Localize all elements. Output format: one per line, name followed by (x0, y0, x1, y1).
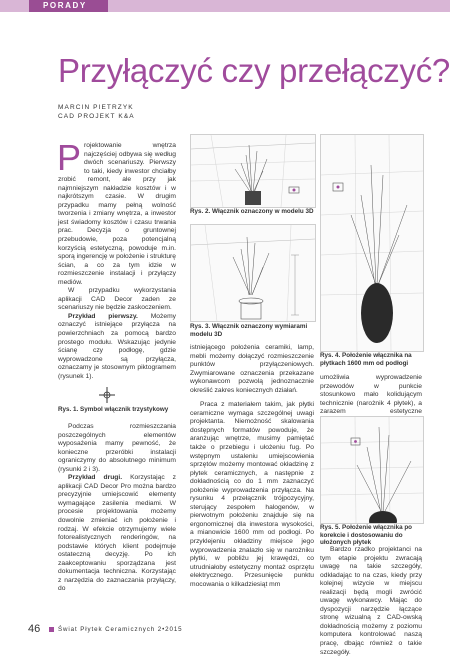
drop-cap: P (57, 137, 82, 178)
dimensioned-render-image (191, 225, 315, 321)
paragraph-example-2 (58, 474, 176, 594)
figure-2-render (190, 134, 316, 208)
example-1-text: Możemy oznaczyć istniejące przyłącza na powierzchniach za pomocą bardzo prostego modułu. Wskazując jedynie ścianę czy podłogę, gdzie wyprowadzone są przyłącza, oznaczamy je stosownym piktogramem (rysunek 1). (58, 312, 176, 380)
author-block (58, 103, 135, 121)
footer-marker (49, 627, 54, 632)
magazine-name: Świat Płytek Ceramicznych 2•2015 (58, 626, 183, 633)
corrected-switch-render-image (321, 417, 423, 523)
figure-3-render (190, 224, 316, 322)
caption-figure-2: Rys. 2. Włącznik oznaczony w modelu 3D (190, 208, 314, 215)
column-3-bottom (320, 546, 422, 657)
paragraph-dimensions: istniejącego położenia ceramiki, lamp, mebli możemy dołączyć rozmieszczenie punktów przyłączeniowych. Zwymiarowane oznaczenia przekazane wykonawcom pozwolą jednoznacznie określić zakres koniecznych działań. (190, 344, 314, 394)
paragraph-placement: Podczas rozmieszczania poszczególnych elementów wyposażenia mamy pewność, że konieczne przeróbki instalacji ograniczymy do absolutnego minimum (rysunki 2 i 3). (58, 423, 176, 473)
paragraph-intro: rojektowanie wnętrza najczęściej odbywa się według dwóch scenariuszy. Pierwszy to taki, kiedy inwestor chciałby zrobić remont, ale przy jak najmniejszym nakładzie kosztów i w najkrótszym czasie. W drugim przypadku mamy pełną wolność tworzenia i zmiany wnętrza, a inwestor jest świadomy kosztów i czasu trwania prac. Decyzja o gruntownej przebudowie, poza potencjalną korzyścią estetyczną, powoduje m.in. sporą ingerencję w położenie i strukturę ścian, a co za tym idzie w rozmieszczenie instalacji i przyłączy mediów. (58, 142, 176, 286)
article-title: Przyłączyć czy przełączyć? (58, 52, 450, 89)
figure-1 (95, 385, 119, 405)
figure-5-render (320, 416, 424, 524)
paragraph-outcome: umożliwia wyprowadzenie przewodów w punkcie stosunkowo mało kolidującym technicznie (narożnik 4 płytek), a zarazem estetyczne (320, 374, 422, 416)
caption-figure-4: Rys. 4. Położenie włącznika na płytkach 1600 mm od podłogi (320, 352, 412, 367)
example-2-text: Korzystając z aplikacji CAD Decor Pro można bardzo precyzyjnie umiejscowić elementy wymagające zasilenia mediami. W procesie projektowania możemy dowolnie zmieniać ich położenie i rodzaj. W efekcie otrzymujemy wiele fotorealistycznych renderingów, na podstawie których klient podejmuje ostateczną decyzję. Po ich zaakceptowaniu sporządzana jest dokumentacja techniczna. Korzystając z narzędzia do zaznaczania przyłączy, do (58, 474, 176, 593)
page-number: 46 (28, 623, 41, 635)
caption-figure-3: Rys. 3. Włącznik oznaczony wymiarami modelu 3D (190, 323, 308, 338)
tiled-wall-render-image (321, 135, 423, 351)
section-label: PORADY (43, 1, 87, 10)
example-1-heading: Przykład pierwszy. (68, 312, 138, 320)
column-2 (190, 344, 314, 589)
paragraph-ceramics: Praca z materiałem takim, jak płytki ceramiczne wymaga szczególnej uwagi projektanta. Niemożność skalowania dostępnych formatów powoduje, że aranżując wnętrze, musimy pamiętać także o przebiegu i ułożeniu fug. Po wstępnym ustaleniu umiejscowienia sprzętów możemy montować okładzinę z płytek ceramicznych, a następnie z dokładnością co do 1 mm zaznaczyć położenie wyprowadzenia przyłącza. Na rysunku 4 przełącznik trójpozycyjny, sterujący zespołem halogenów, w pierwotnym położeniu znajduje się na ergonomicznej dla inwestora wysokości, a mianowicie 1600 mm od podłogi. Po przyklejeniu okładziny miejsce jego wyprowadzenia znalazło się w narożniku płytki, w pobliżu jej krawędzi, co utrudniałoby estetyczny montaż osprzętu elektrycznego. Przesunięcie punktu mocowania o kilkadziesiąt mm (190, 401, 314, 588)
column-1-bottom (58, 423, 176, 594)
caption-figure-1: Rys. 1. Symbol włącznik trzystykowy (58, 406, 169, 413)
paragraph-details: Bardzo rzadko projektanci na tym etapie projektu zwracają uwagę na takie szczegóły, odkładając to na czas, kiedy przy kolejnej wizycie w miejscu realizacji będą mogli zwrócić uwagę wykonawcy. Mając do dyspozycji narzędzie łączące stronę wizualną z CAD-owską dokładnością możemy z poziomu komputera kontrolować naszą pracę, dbając również o takie szczegóły. (320, 546, 422, 656)
switch-symbol-icon (95, 385, 119, 405)
figure-4-render (320, 134, 424, 352)
author-name: MARCIN PIETRZYK (58, 104, 134, 111)
paragraph-example-1 (58, 313, 176, 381)
caption-figure-5: Rys. 5. Położenie włącznika po korekcie i dostosowaniu do ułożonych płytek (320, 524, 413, 547)
column-1-top (57, 137, 176, 381)
room-render-image (191, 135, 315, 207)
author-company: CAD PROJEKT K&A (58, 113, 135, 120)
example-2-heading: Przykład drugi. (68, 474, 123, 482)
paragraph-scenario: W przypadku wykorzystania aplikacji CAD Decor zaden ze scenariuszy nie będzie zaskoczeniem. (58, 287, 176, 312)
